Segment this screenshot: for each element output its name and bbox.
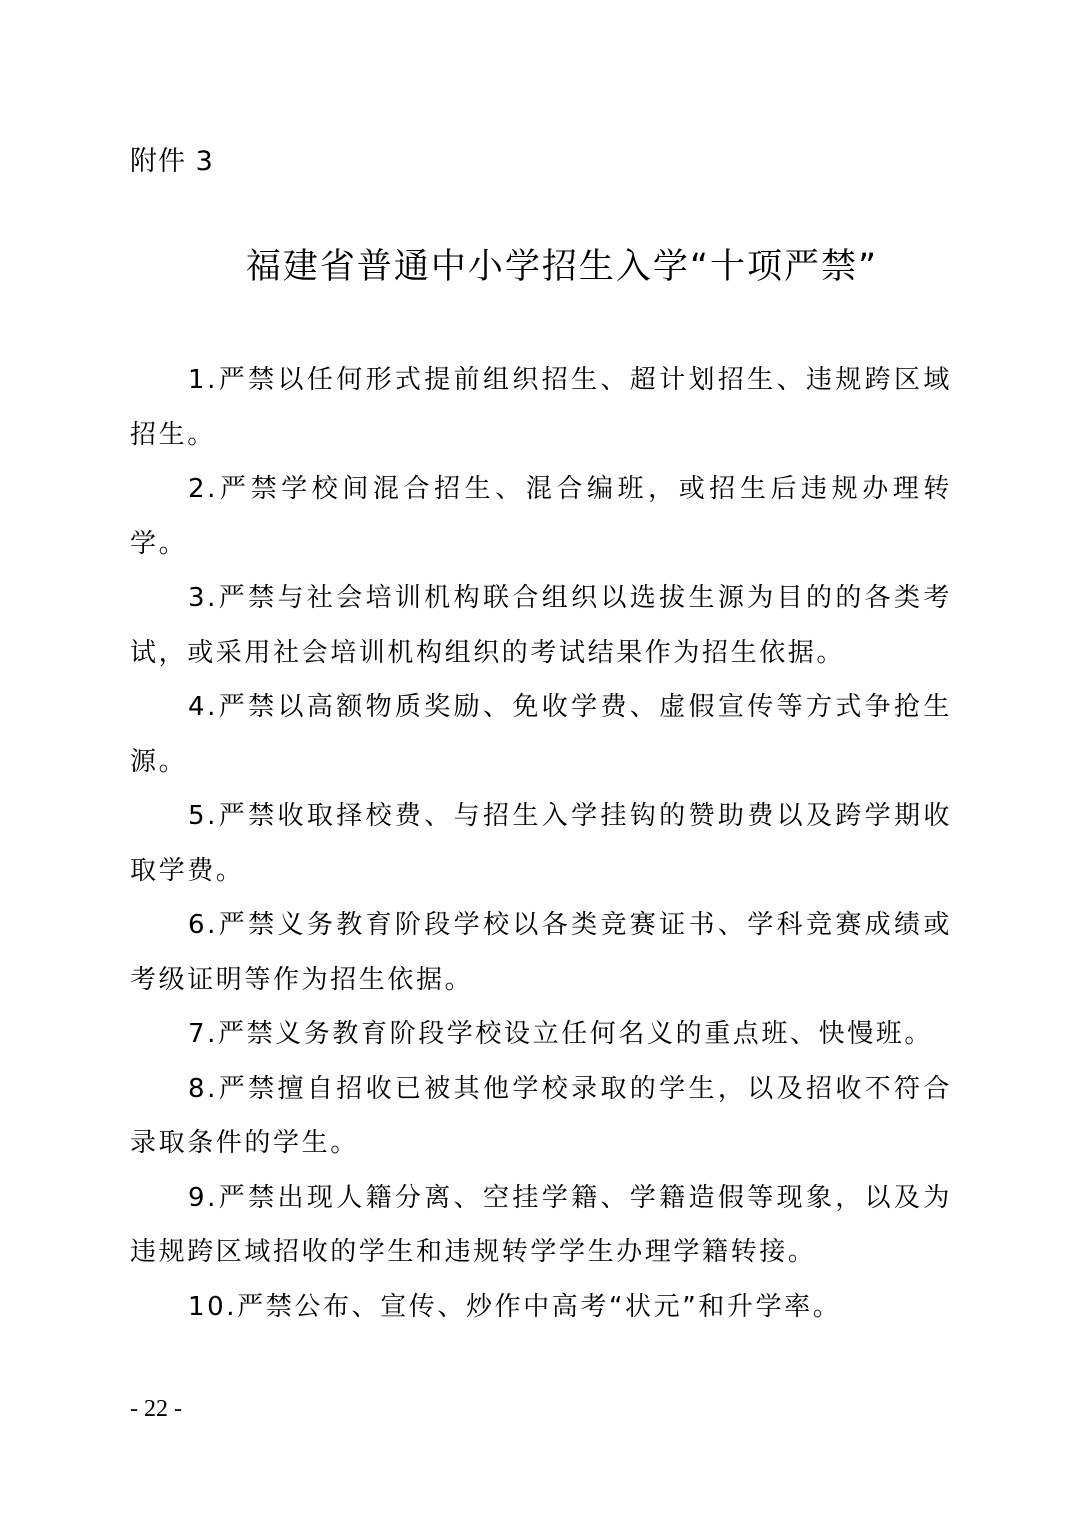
document-title-text: 福建省普通中小学招生入学“十项严禁”: [245, 247, 879, 287]
rule-item-4: 4.严禁以高额物质奖励、免收学费、虚假宣传等方式争抢生源。: [130, 692, 952, 777]
rules-list: [130, 353, 952, 1334]
rule-item-8: 8.严禁擅自招收已被其他学校录取的学生，以及招收不符合录取条件的学生。: [130, 1073, 952, 1158]
rule-item-9: 9.严禁出现人籍分离、空挂学籍、学籍造假等现象，以及为违规跨区域招收的学生和违规转学学生办理学籍转接。: [130, 1182, 952, 1267]
rule-item-1: 1.严禁以任何形式提前组织招生、超计划招生、违规跨区域招生。: [130, 365, 952, 450]
rule-item-2: 2.严禁学校间混合招生、混合编班，或招生后违规办理转学。: [130, 474, 952, 559]
rule-item-3: 3.严禁与社会培训机构联合组织以选拔生源为目的的各类考试，或采用社会培训机构组织的考试结果作为招生依据。: [130, 583, 952, 668]
rule-item-5: 5.严禁收取择校费、与招生入学挂钩的赞助费以及跨学期收取学费。: [130, 801, 952, 886]
rule-item-10: 10.严禁公布、宣传、炒作中高考“状元”和升学率。: [188, 1291, 842, 1322]
rule-item-7: 7.严禁义务教育阶段学校设立任何名义的重点班、快慢班。: [188, 1019, 934, 1049]
rule-item-6: 6.严禁义务教育阶段学校以各类竞赛证书、学科竞赛成绩或考级证明等作为招生依据。: [130, 910, 952, 995]
attachment-label: 附件 3: [130, 146, 214, 177]
document-title: [0, 242, 1080, 292]
page-number: - 22 -: [130, 1396, 182, 1422]
